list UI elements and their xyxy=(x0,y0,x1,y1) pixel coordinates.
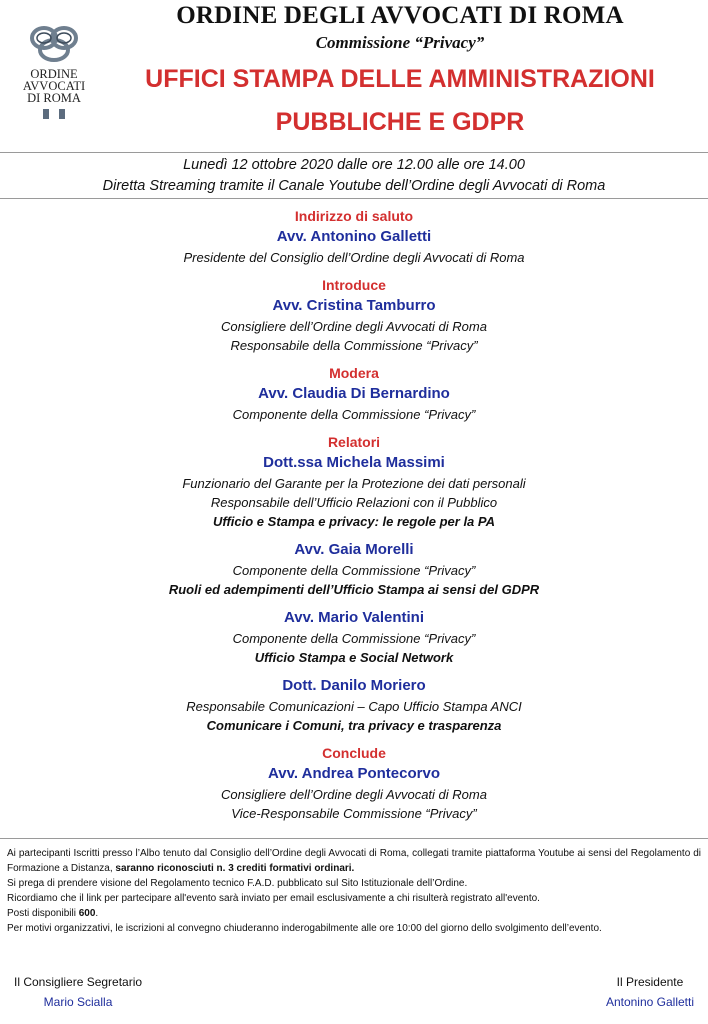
president-signature xyxy=(606,972,694,1012)
speaker-description: Componente della Commissione “Privacy” xyxy=(232,563,476,578)
seats-end: . xyxy=(95,908,99,919)
talk-topic: Ufficio e Stampa e privacy: le regole per la PA xyxy=(212,514,495,529)
speaker-name: Avv. Mario Valentini xyxy=(283,609,425,626)
speaker-description: Funzionario del Garante per la Protezione dei dati personali xyxy=(182,476,526,491)
speaker-description: Responsabile Comunicazioni – Capo Ufficio Stampa ANCI xyxy=(186,699,522,714)
president-title: Il Presidente xyxy=(616,975,684,989)
credits-text: Ai partecipanti Iscritti presso l’Albo tenuto dal Consiglio dell’Ordine degli Avvocati di Roma, collegati tramite piattaforma Youtube ai sensi del Regolamento di Formazione a Distanza, xyxy=(7,848,701,874)
logo-line-2: AVVOCATI xyxy=(22,79,86,93)
program-item xyxy=(0,363,708,424)
speaker-name: Avv. Gaia Morelli xyxy=(294,541,414,558)
logo-line-1: ORDINE xyxy=(30,67,78,81)
credits-highlight: saranno riconosciuti n. 3 crediti formativi ordinari. xyxy=(115,863,355,874)
knot-emblem-icon xyxy=(26,22,82,66)
speaker-description: Componente della Commissione “Privacy” xyxy=(232,631,476,646)
speaker-description: Responsabile dell’Ufficio Relazioni con il Pubblico xyxy=(210,495,498,510)
talk-topic: Ufficio Stampa e Social Network xyxy=(254,650,454,665)
secretary-signature xyxy=(14,972,142,1012)
program-item xyxy=(0,607,708,667)
commission-subtitle: Commissione “Privacy” xyxy=(315,33,485,52)
speaker-description: Responsabile della Commissione “Privacy” xyxy=(230,338,478,353)
program-role: Relatori xyxy=(327,434,381,450)
program-item xyxy=(0,539,708,599)
speaker-name: Avv. Andrea Pontecorvo xyxy=(268,765,440,782)
notes-divider xyxy=(0,838,708,839)
speaker-description: Vice-Responsabile Commissione “Privacy” xyxy=(231,806,477,821)
event-stream: Diretta Streaming tramite il Canale Youtube dell’Ordine degli Avvocati di Roma xyxy=(102,178,606,194)
speaker-name: Dott. Danilo Moriero xyxy=(282,677,426,694)
regolamento-note: Si prega di prendere visione del Regolamento tecnico F.A.D. pubblicato sul Sito Istituzionale dell’Ordine. xyxy=(7,878,468,889)
secretary-title: Il Consigliere Segretario xyxy=(14,975,143,989)
speaker-name: Dott.ssa Michela Massimi xyxy=(263,454,445,471)
speaker-name: Avv. Claudia Di Bernardino xyxy=(258,385,450,402)
notes-block xyxy=(7,846,701,936)
org-title: ORDINE DEGLI AVVOCATI DI ROMA xyxy=(176,2,624,29)
program-item xyxy=(0,743,708,823)
document-header xyxy=(0,0,708,150)
speaker-name: Avv. Antonino Galletti xyxy=(276,228,432,245)
speaker-name: Avv. Cristina Tamburro xyxy=(272,297,436,314)
link-note: Ricordiamo che il link per partecipare all'evento sarà inviato per email esclusivamente a chi risulterà registrato all'evento. xyxy=(7,893,540,904)
program-role: Indirizzo di saluto xyxy=(294,208,414,224)
seats-label: Posti disponibili xyxy=(7,908,79,919)
program-role: Modera xyxy=(329,365,379,381)
seats-value: 600 xyxy=(78,908,96,919)
secretary-name: Mario Scialla xyxy=(43,995,113,1009)
logo-line-3: DI ROMA xyxy=(27,91,81,105)
program-item xyxy=(0,206,708,267)
event-date: Lunedì 12 ottobre 2020 dalle ore 12.00 alle ore 14.00 xyxy=(183,157,525,173)
talk-topic: Ruoli ed adempimenti dell’Ufficio Stampa ai sensi del GDPR xyxy=(168,582,540,597)
event-title-line-2: PUBBLICHE E GDPR xyxy=(275,108,525,136)
speaker-description: Presidente del Consiglio dell’Ordine degli Avvocati di Roma xyxy=(183,250,525,265)
program-role: Introduce xyxy=(322,277,386,293)
speaker-description: Consigliere dell’Ordine degli Avvocati di Roma xyxy=(221,319,487,334)
event-title-line-1: UFFICI STAMPA DELLE AMMINISTRAZIONI xyxy=(145,65,655,93)
schedule-divider xyxy=(0,198,708,199)
program-list xyxy=(0,206,708,831)
logo-caption xyxy=(18,68,90,104)
program-item xyxy=(0,675,708,735)
event-schedule xyxy=(0,155,708,197)
president-name: Antonino Galletti xyxy=(605,995,694,1009)
program-role: Conclude xyxy=(322,745,386,761)
order-logo xyxy=(18,22,90,119)
header-divider xyxy=(0,152,708,153)
speaker-description: Consigliere dell’Ordine degli Avvocati di Roma xyxy=(221,787,487,802)
seats-note xyxy=(7,906,701,921)
event-title xyxy=(100,58,700,144)
program-item xyxy=(0,275,708,355)
logo-marks xyxy=(18,109,90,119)
talk-topic: Comunicare i Comuni, tra privacy e trasparenza xyxy=(206,718,502,733)
credits-note xyxy=(7,846,701,876)
registration-note: Per motivi organizzativi, le iscrizioni al convegno chiuderanno inderogabilmente alle ore 10:00 del giorno dello svolgimento dell’evento. xyxy=(7,923,602,934)
program-item xyxy=(0,432,708,531)
speaker-description: Componente della Commissione “Privacy” xyxy=(232,407,476,422)
